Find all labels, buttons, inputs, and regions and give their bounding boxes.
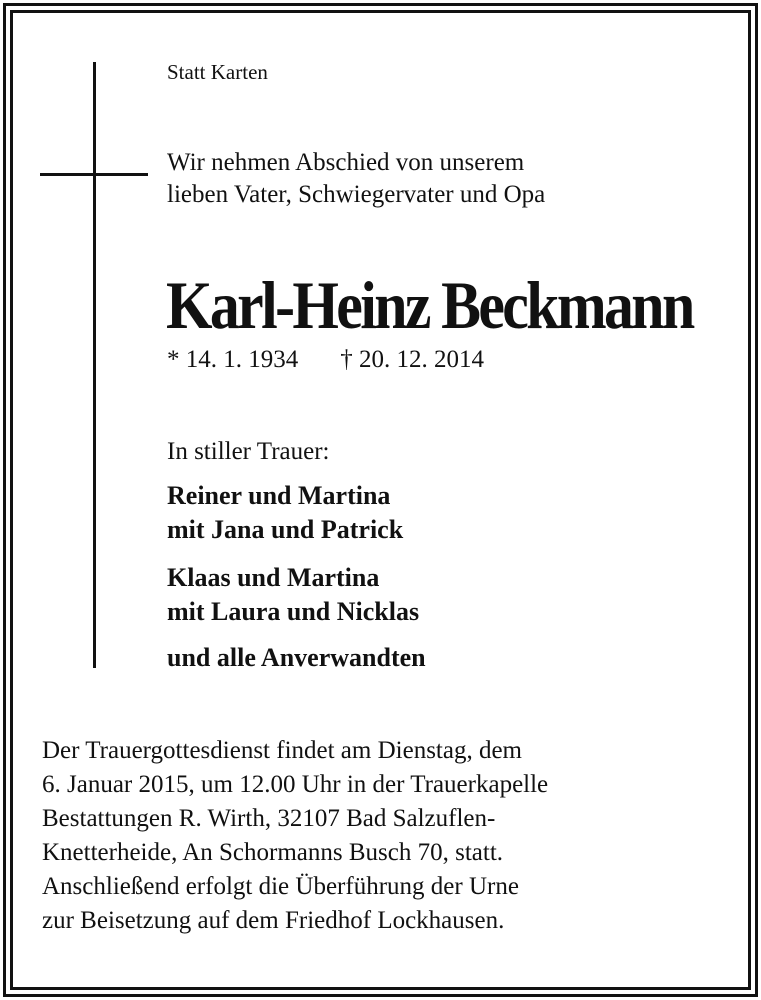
notice-line: Bestattungen R. Wirth, 32107 Bad Salzuflen-: [42, 805, 496, 832]
notice-line: Anschließend erfolgt die Überführung der Urne: [42, 873, 519, 900]
service-notice: [42, 734, 548, 938]
cross-vertical-bar: [93, 62, 96, 668]
notice-line: zur Beisetzung auf dem Friedhof Lockhausen.: [42, 907, 505, 934]
mourner-line: Klaas und Martina: [167, 563, 380, 592]
mourner-line: mit Jana und Patrick: [167, 515, 404, 544]
life-dates: [167, 344, 484, 376]
mourner-group: [167, 479, 403, 547]
death-date: † 20. 12. 2014: [340, 346, 484, 373]
farewell-line: Wir nehmen Abschied von unserem: [167, 149, 525, 176]
mourner-line: Reiner und Martina: [167, 481, 391, 510]
mourner-group: [167, 561, 419, 629]
farewell-line: lieben Vater, Schwiegervater und Opa: [167, 181, 546, 208]
notice-line: Der Trauergottesdienst findet am Dienstag, dem: [42, 737, 523, 764]
mourner-line: und alle Anverwandten: [167, 643, 426, 672]
notice-line: 6. Januar 2015, um 12.00 Uhr in der Trauerkapelle: [42, 771, 549, 798]
cross-horizontal-bar: [40, 173, 148, 176]
intro-text: Statt Karten: [167, 60, 268, 84]
mourner-line: mit Laura und Nicklas: [167, 597, 420, 626]
notice-line: Knetterheide, An Schormanns Busch 70, statt.: [42, 839, 504, 866]
mourner-group: [167, 641, 426, 675]
farewell-text: [167, 147, 545, 211]
mourning-label: In stiller Trauer:: [167, 438, 330, 465]
deceased-name: Karl-Heinz Beckmann: [166, 267, 693, 343]
birth-date: * 14. 1. 1934: [167, 346, 299, 373]
